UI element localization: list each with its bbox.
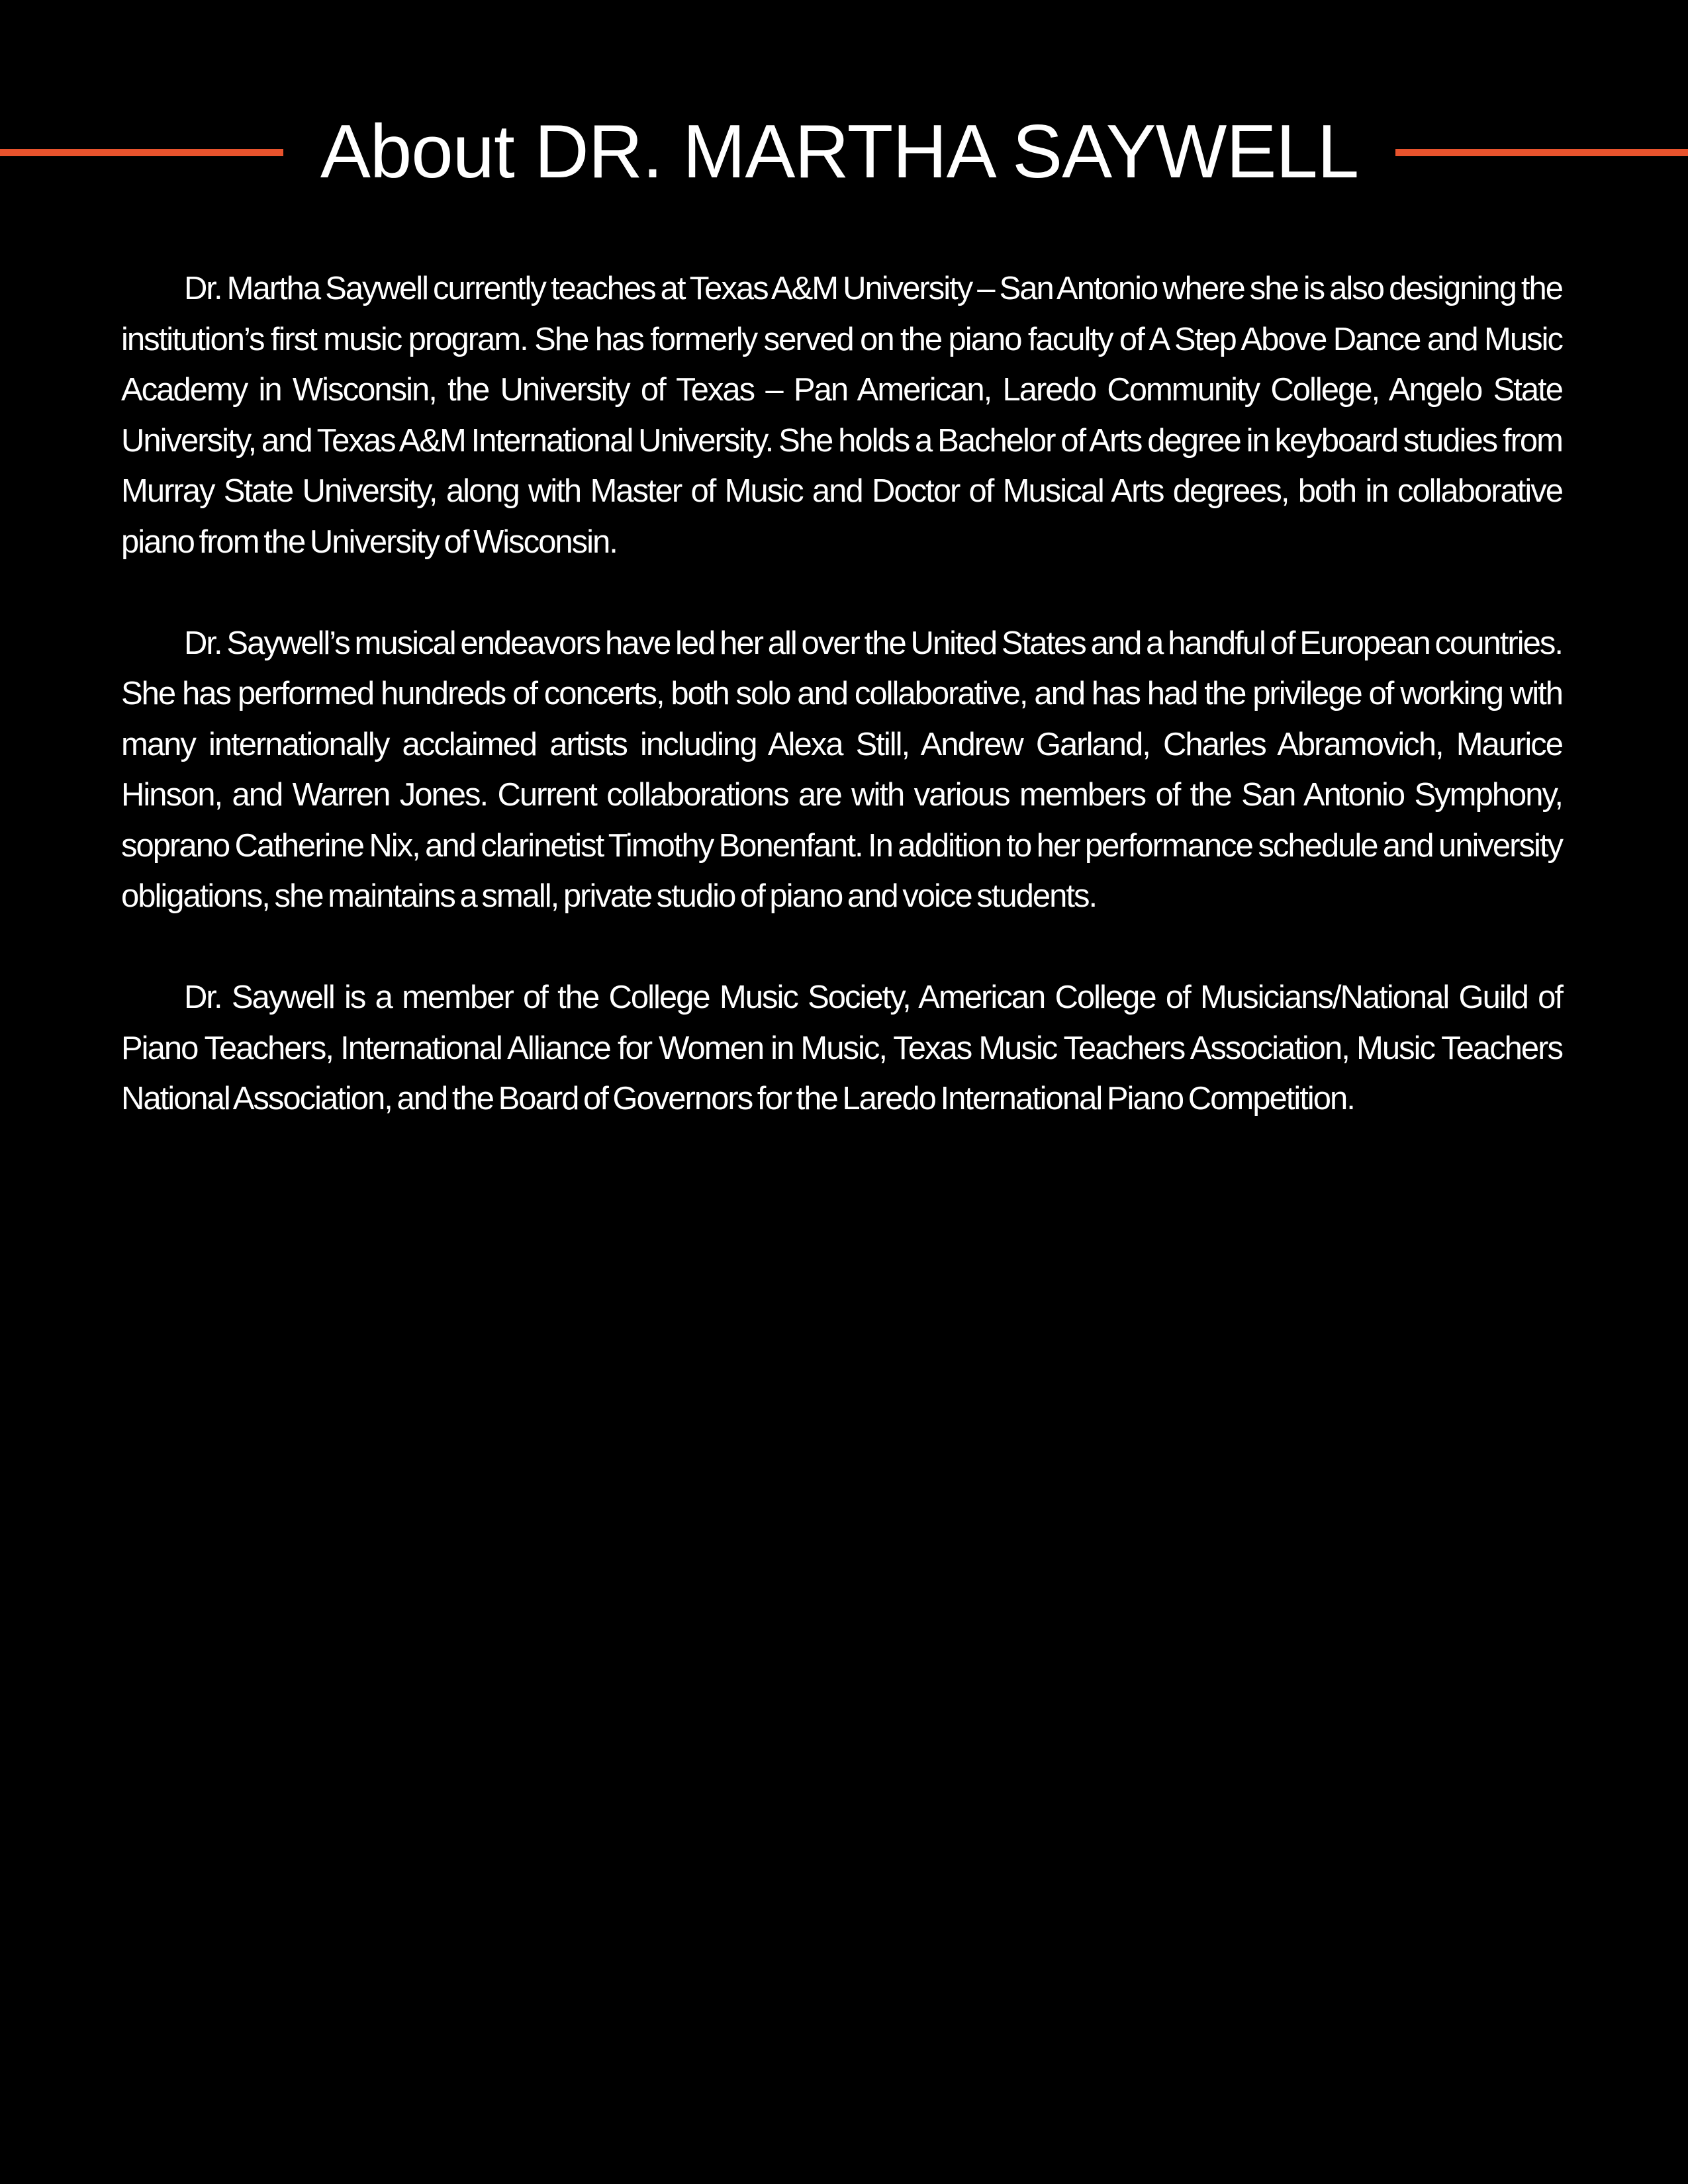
title-rule-right [1395,149,1688,156]
page-header [0,106,1688,199]
bio-paragraph-performance: Dr. Saywell’s musical endeavors have led her all over the United States and a handful of European countries. She has performed hundreds of concerts, both solo and collaborative, and has had the privilege of working with many internationally acclaimed artists including Alexa Still, Andrew Garland, Charles Abramovich, Maurice Hinson, and Warren Jones. Current collaborations are with various members of the San Antonio Symphony, soprano Catherine Nix, and clarinetist Timothy Bonenfant. In addition to her performance schedule and university obligations, she maintains a small, private studio of piano and voice students. [121,625,1562,914]
bio-paragraph-memberships: Dr. Saywell is a member of the College Music Society, American College of Musicians/National Guild of Piano Teachers, International Alliance for Women in Music, Texas Music Teachers Association, Music Teachers National Association, and the Board of Governors for the Laredo International Piano Competition. [121,979,1562,1116]
title-rule-left [0,149,283,156]
page-title: About DR. MARTHA SAYWELL [320,110,1359,194]
bio-paragraph-teaching: Dr. Martha Saywell currently teaches at Texas A&M University – San Antonio where she is also designing the institution’s first music program. She has formerly served on the piano faculty of A Step Above Dance and Music Academy in Wisconsin, the University of Texas – Pan American, Laredo Community College, Angelo State University, and Texas A&M International University. She holds a Bachelor of Arts degree in keyboard studies from Murray State University, along with Master of Music and Doctor of Musical Arts degrees, both in collaborative piano from the University of Wisconsin. [121,271,1562,560]
bio-body [121,263,1562,1175]
